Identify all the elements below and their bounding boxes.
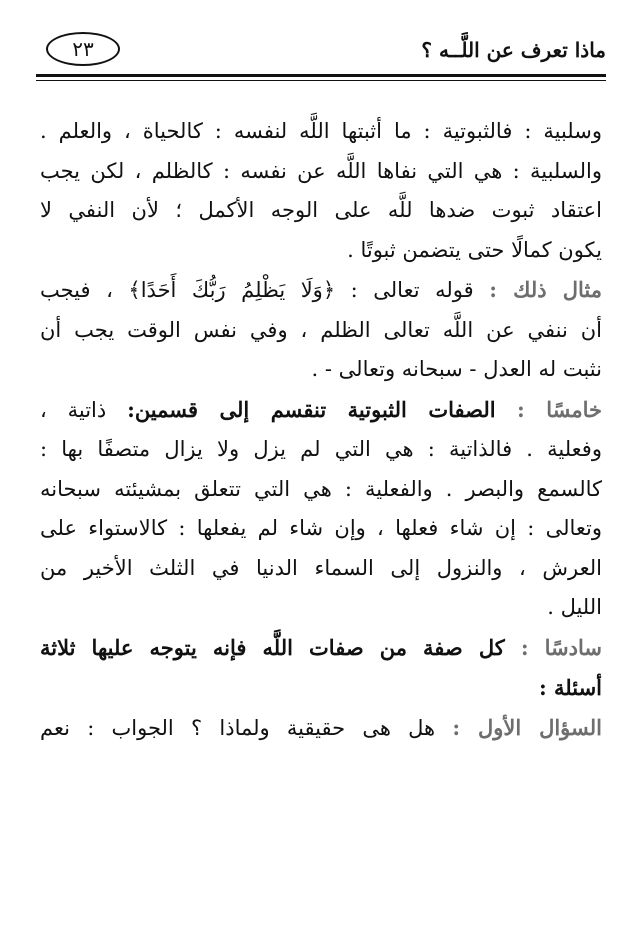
text-line: العرش ، والنزول إلى السماء الدنيا في الثلث الأخير من (40, 555, 602, 580)
text-line (40, 270, 602, 311)
running-header (36, 32, 606, 76)
text-fragment: قوله تعالى : ﴿وَلَا يَظْلِمُ رَبُّكَ أَحَدًا﴾ ، فيجب (40, 278, 490, 302)
text-line: وتعالى : إن شاء فعلها ، وإن شاء لم يفعلها : كالاستواء على (40, 516, 602, 540)
text-line: وسلبية : فالثبوتية : ما أثبتها اللَّه لنفسه : كالحياة ، والعلم . (40, 119, 602, 143)
header-rule-thin (36, 80, 606, 81)
text-line (40, 708, 602, 749)
text-line: وفعلية . فالذاتية : هي التي لم يزل ولا يزال متصفًا بها : (40, 437, 602, 461)
page-body (40, 112, 602, 748)
paragraph-lead: سادسًا : (520, 634, 602, 660)
text-line: يكون كمالًا حتى يتضمن ثبوتًا . (347, 237, 602, 262)
header-title: ماذا تعرف عن اللَّــه ؟ (421, 38, 606, 62)
text-line: كالسمع والبصر . والفعلية : هي التي تتعلق بمشيئته سبحانه (40, 476, 602, 501)
text-line (40, 390, 602, 431)
text-fragment: ذاتية ، (40, 397, 128, 422)
paragraph-lead: السؤال الأول : (452, 714, 602, 740)
text-line: اعتقاد ثبوت ضدها للَّه على الوجه الأكمل ؛ لأن النفي لا (40, 198, 602, 222)
text-line: أسئلة : (538, 675, 602, 700)
text-fragment: كل صفة من صفات اللَّه فإنه يتوجه عليها ثلاثة (40, 634, 521, 660)
section-heading: الصفات الثبوتية تنقسم إلى قسمين: (127, 396, 518, 422)
paragraph-lead: خامسًا : (517, 396, 603, 422)
text-line (40, 628, 602, 669)
page-number-badge (46, 32, 120, 66)
header-rule-thick (36, 74, 606, 77)
text-fragment: هل هى حقيقية ولماذا ؟ الجواب : نعم (40, 715, 453, 740)
text-line: أن ننفي عن اللَّه تعالى الظلم ، وفي نفس الوقت يجب أن (40, 317, 602, 342)
paragraph-lead: مثال ذلك : (489, 277, 602, 302)
text-line: الليل . (547, 595, 602, 619)
text-line: نثبت له العدل - سبحانه وتعالى - . (311, 357, 602, 381)
page-number: ٢٣ (72, 37, 94, 61)
text-line: والسلبية : هي التي نفاها اللَّه عن نفسه : كالظلم ، لكن يجب (40, 158, 602, 183)
